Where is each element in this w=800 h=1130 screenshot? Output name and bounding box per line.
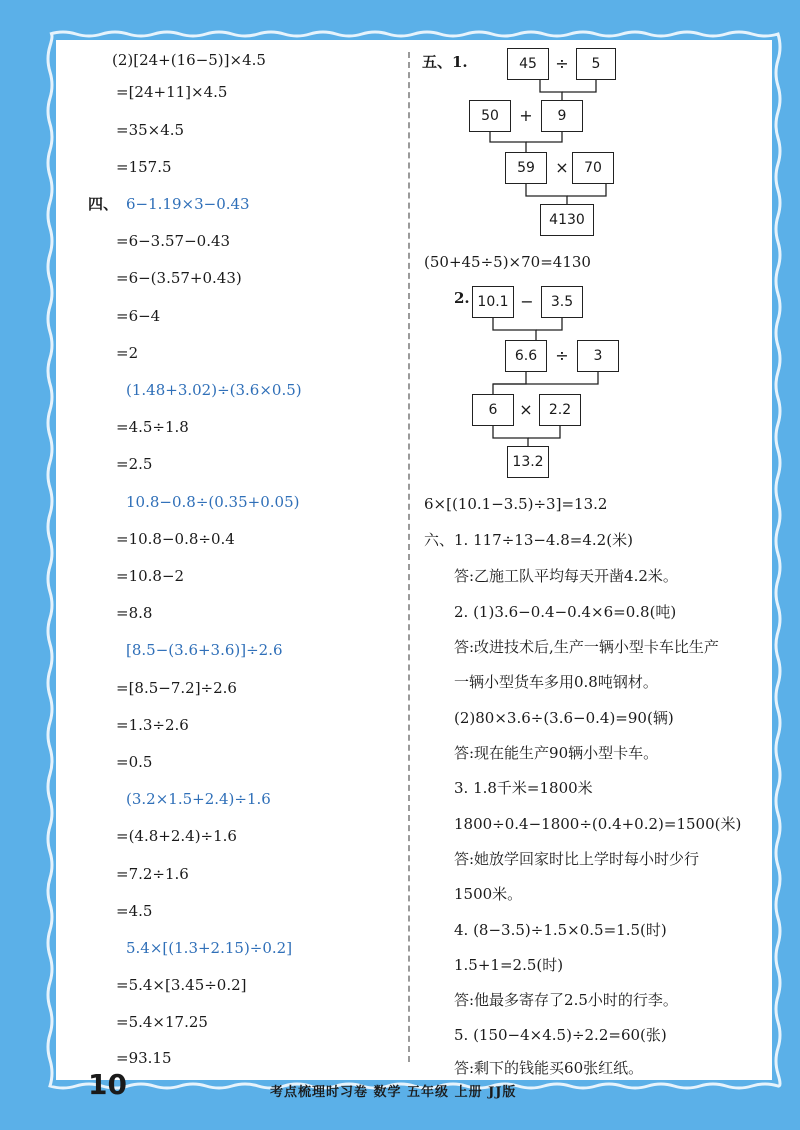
diagram2-op: −	[520, 292, 534, 311]
diagram2-expression: 6×[(10.1−3.5)÷3]=13.2	[424, 495, 608, 513]
left-line: =0.5	[116, 753, 153, 771]
left-line: =6−4	[116, 307, 161, 325]
left-line: =5.4×17.25	[116, 1013, 208, 1031]
diagram1-op: +	[519, 106, 533, 125]
right-line: 3. 1.8千米=1800米	[454, 779, 593, 797]
left-line: 5.4×[(1.3+2.15)÷0.2]	[126, 939, 293, 957]
diagram2-result-box: 13.2	[507, 446, 549, 478]
right-line: 2. (1)3.6−0.4−0.4×6=0.8(吨)	[454, 603, 677, 621]
book-title: 考点梳理时习卷 数学 五年级 上册 JJ版	[270, 1085, 517, 1100]
diagram1-box: 45	[507, 48, 549, 80]
diagram1-result-box: 4130	[540, 204, 594, 236]
left-line: =8.8	[116, 604, 153, 622]
diagram2-op: ×	[519, 400, 533, 419]
right-line: 一辆小型货车多用0.8吨钢材。	[454, 673, 658, 691]
diagram1-box: 50	[469, 100, 511, 132]
right-line: 答:他最多寄存了2.5小时的行李。	[454, 991, 678, 1009]
left-line: =6−3.57−0.43	[116, 232, 231, 250]
diagram2-box: 3	[577, 340, 619, 372]
left-line: =10.8−0.8÷0.4	[116, 530, 235, 548]
left-line: =7.2÷1.6	[116, 865, 189, 883]
left-line: =157.5	[116, 158, 172, 176]
diagram1-op: ÷	[555, 54, 569, 73]
left-line: [8.5−(3.6+3.6)]÷2.6	[126, 641, 283, 659]
section-5-label: 五、1.	[422, 53, 468, 71]
left-line: =2.5	[116, 455, 153, 473]
left-line: =5.4×[3.45÷0.2]	[116, 976, 247, 994]
left-line: =6−(3.57+0.43)	[116, 269, 242, 287]
right-line: 1.5+1=2.5(时)	[454, 956, 564, 974]
diagram2-op: ÷	[555, 346, 569, 365]
right-line: 答:剩下的钱能买60张红纸。	[454, 1059, 644, 1077]
left-line: (2)[24+(16−5)]×4.5	[112, 51, 266, 69]
diagram2-box: 2.2	[539, 394, 581, 426]
left-line: =93.15	[116, 1049, 172, 1067]
diagram1-box: 9	[541, 100, 583, 132]
diagram2-box: 3.5	[541, 286, 583, 318]
left-line: =1.3÷2.6	[116, 716, 189, 734]
diagram2-box: 6	[472, 394, 514, 426]
right-line: 5. (150−4×4.5)÷2.2=60(张)	[454, 1026, 667, 1044]
right-line: 1500米。	[454, 885, 523, 903]
diagram1-expression: (50+45÷5)×70=4130	[424, 253, 591, 271]
left-line: =35×4.5	[116, 121, 185, 139]
right-line: 答:她放学回家时比上学时每小时少行	[454, 850, 700, 868]
right-line: 答:改进技术后,生产一辆小型卡车比生产	[454, 638, 719, 656]
right-line: 4. (8−3.5)÷1.5×0.5=1.5(时)	[454, 921, 667, 939]
right-line: 答:现在能生产90辆小型卡车。	[454, 744, 659, 762]
diagram2-box: 10.1	[472, 286, 514, 318]
left-line: =(4.8+2.4)÷1.6	[116, 827, 237, 845]
section-4-label: 四、	[88, 195, 119, 213]
right-line: 1800÷0.4−1800÷(0.4+0.2)=1500(米)	[454, 815, 742, 833]
diagram1-box: 5	[576, 48, 616, 80]
right-line: 答:乙施工队平均每天开凿4.2米。	[454, 567, 678, 585]
left-line: =[8.5−7.2]÷2.6	[116, 679, 237, 697]
diagram1-box: 59	[505, 152, 547, 184]
left-line: =[24+11]×4.5	[116, 83, 228, 101]
left-line: =2	[116, 344, 139, 362]
page-number: 10	[88, 1068, 127, 1101]
right-line: 六、1. 117÷13−4.8=4.2(米)	[424, 531, 633, 549]
diagram1-op: ×	[555, 158, 569, 177]
left-line: =4.5	[116, 902, 153, 920]
left-line: =10.8−2	[116, 567, 185, 585]
right-line: (2)80×3.6÷(3.6−0.4)=90(辆)	[454, 709, 674, 727]
diagram1-box: 70	[572, 152, 614, 184]
section-5-item2-label: 2.	[454, 289, 470, 307]
left-line: 6−1.19×3−0.43	[126, 195, 250, 213]
left-line: 10.8−0.8÷(0.35+0.05)	[126, 493, 300, 511]
left-line: (1.48+3.02)÷(3.6×0.5)	[126, 381, 302, 399]
diagram2-box: 6.6	[505, 340, 547, 372]
left-line: (3.2×1.5+2.4)÷1.6	[126, 790, 271, 808]
left-line: =4.5÷1.8	[116, 418, 189, 436]
